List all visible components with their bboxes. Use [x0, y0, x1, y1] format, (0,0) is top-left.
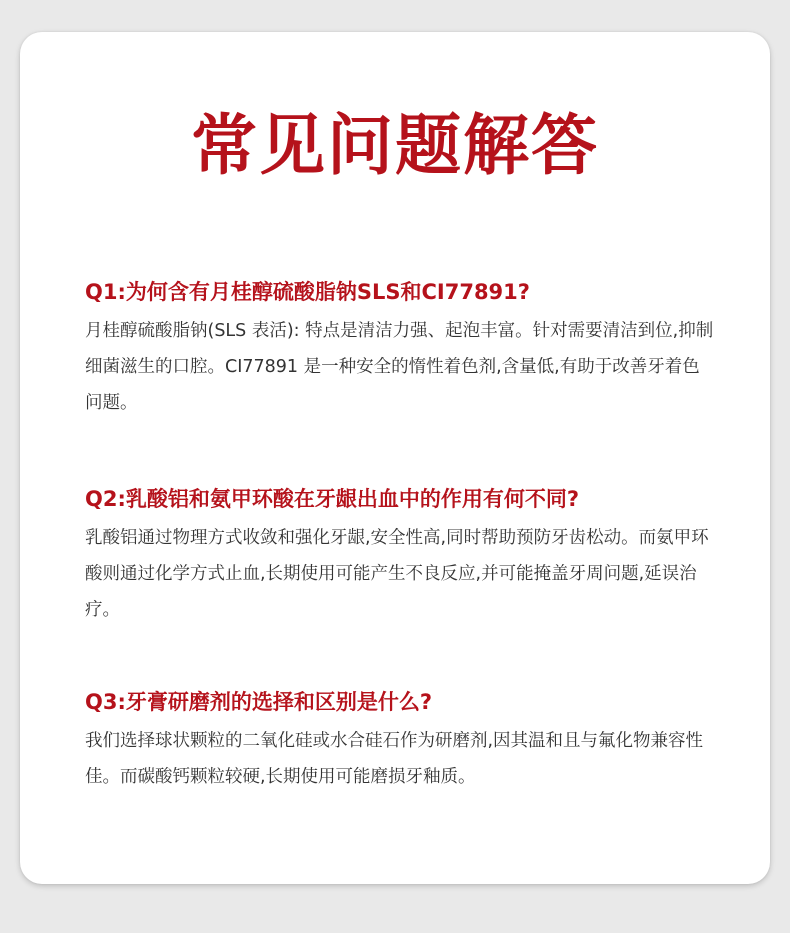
- faq-answer: 月桂醇硫酸脂钠(SLS 表活): 特点是清洁力强、起泡丰富。针对需要清洁到位,抑制细菌滋生的口腔。CI77891 是一种安全的惰性着色剂,含量低,有助于改善牙着色问题。: [85, 321, 714, 413]
- faq-item: [85, 687, 715, 795]
- faq-question: Q2:乳酸铝和氨甲环酸在牙龈出血中的作用有何不同?: [85, 487, 580, 511]
- faq-question: Q1:为何含有月桂醇硫酸脂钠SLS和CI77891?: [85, 280, 530, 304]
- faq-answer: 乳酸铝通过物理方式收敛和强化牙龈,安全性高,同时帮助预防牙齿松动。而氨甲环酸则通过化学方式止血,长期使用可能产生不良反应,并可能掩盖牙周问题,延误治疗。: [85, 528, 709, 620]
- faq-answer: 我们选择球状颗粒的二氧化硅或水合硅石作为研磨剂,因其温和且与氟化物兼容性佳。而碳酸钙颗粒较硬,长期使用可能磨损牙釉质。: [85, 731, 704, 787]
- page-title: 常见问题解答: [191, 107, 599, 184]
- faq-item: [85, 484, 715, 628]
- faq-item: [85, 277, 715, 421]
- faq-question: Q3:牙膏研磨剂的选择和区别是什么?: [85, 690, 433, 714]
